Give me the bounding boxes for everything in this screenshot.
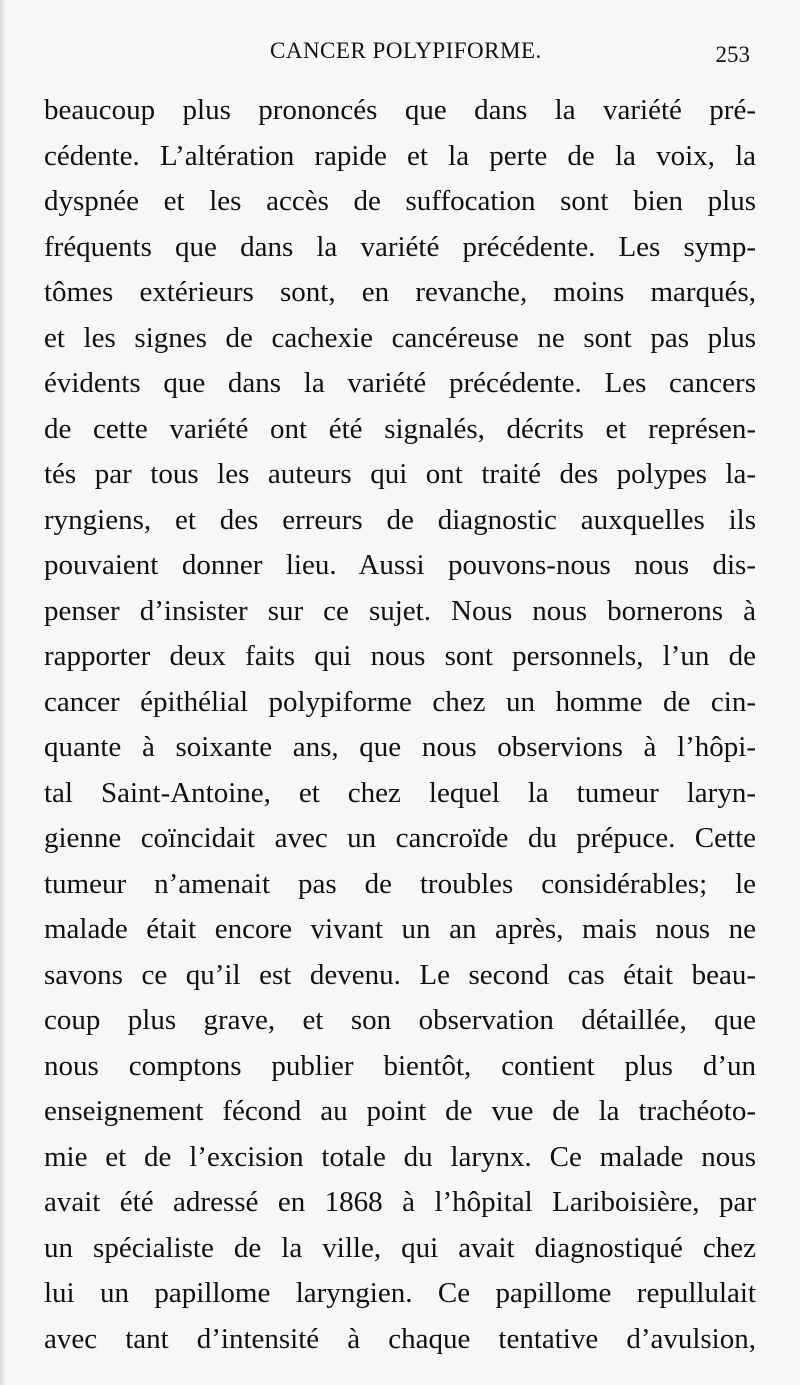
text-line: tal Saint-Antoine, et chez lequel la tumeur laryn- [44,776,756,809]
text-line: tés par tous les auteurs qui ont traité des polypes la- [44,458,756,490]
text-line: pouvaient donner lieu. Aussi pouvons-nous nous dis- [44,549,756,581]
text-line: coup plus grave, et son observation détaillée, que [44,1004,756,1036]
text-line: lui un papillome laryngien. Ce papillome repullulait [44,1277,756,1309]
text-line: penser d’insister sur ce sujet. Nous nous bornerons à [44,594,756,627]
text-line: quante à soixante ans, que nous observions à l’hôpi- [44,731,756,763]
text-line: ryngiens, et des erreurs de diagnostic auxquelles ils [44,503,756,536]
text-line: enseignement fécond au point de vue de la trachéoto- [44,1095,756,1127]
text-line: nous comptons publier bientôt, contient plus d’un [44,1049,756,1082]
body-text [44,88,756,1362]
text-line: tumeur n’amenait pas de troubles considérables; le [44,867,756,900]
text-line: malade était encore vivant un an après, mais nous ne [44,913,756,945]
text-line: beaucoup plus prononcés que dans la variété pré- [44,94,756,126]
text-line: mie et de l’excision totale du larynx. Ce malade nous [44,1140,756,1173]
page-edge-shadow [0,0,6,1385]
text-line: avait été adressé en 1868 à l’hôpital Lariboisière, par [44,1186,756,1218]
page-header [44,38,756,78]
running-title: CANCER POLYPIFORME. [270,38,542,63]
text-line: fréquents que dans la variété précédente. Les symp- [44,230,756,263]
text-line: un spécialiste de la ville, qui avait diagnostiqué chez [44,1231,756,1264]
text-line: rapporter deux faits qui nous sont personnels, l’un de [44,640,756,672]
text-line: dyspnée et les accès de suffocation sont bien plus [44,185,756,217]
text-line: évidents que dans la variété précédente. Les cancers [44,367,756,399]
text-line: avec tant d’intensité à chaque tentative d’avulsion, [44,1322,756,1355]
text-line: cancer épithélial polypiforme chez un homme de cin- [44,685,756,718]
text-line: de cette variété ont été signalés, décrits et représen- [44,412,756,445]
text-line: gienne coïncidait avec un cancroïde du prépuce. Cette [44,822,756,854]
text-line: savons ce qu’il est devenu. Le second cas était beau- [44,958,756,991]
page-number: 253 [715,42,750,67]
text-line: cédente. L’altération rapide et la perte de la voix, la [44,139,756,172]
text-line: tômes extérieurs sont, en revanche, moins marqués, [44,276,756,308]
text-line: et les signes de cachexie cancéreuse ne sont pas plus [44,321,756,354]
